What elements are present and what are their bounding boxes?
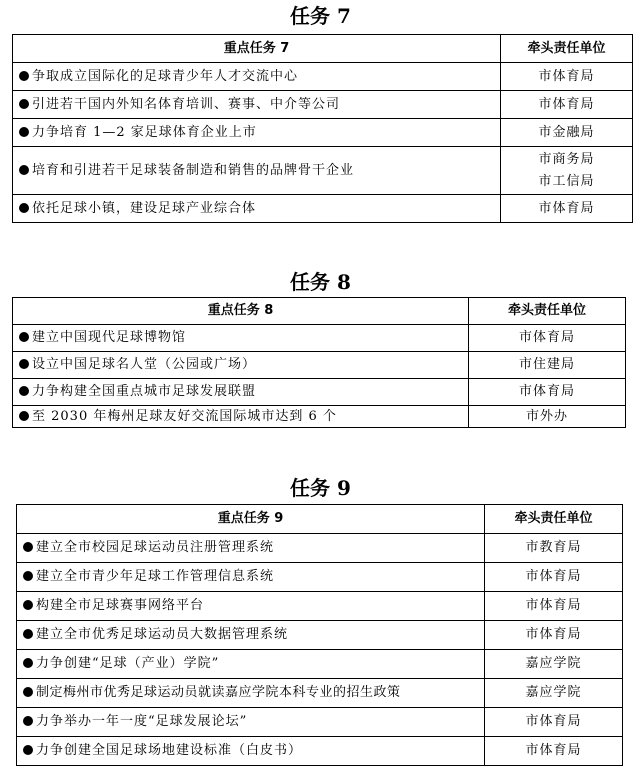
header-task: 重点任务 7 <box>13 35 501 63</box>
bullet-icon <box>23 687 33 697</box>
task-text: 建立全市青少年足球工作管理信息系统 <box>36 569 275 584</box>
bullet-icon <box>23 571 33 581</box>
task-cell <box>13 195 501 223</box>
task-text: 力争培育 1—2 家足球体育企业上市 <box>32 124 257 140</box>
task-cell <box>17 737 485 766</box>
task9-table <box>16 504 623 766</box>
unit-cell <box>485 708 623 737</box>
task-text: 培育和引进若干足球装备制造和销售的品牌骨干企业 <box>32 162 355 178</box>
bullet-icon <box>19 71 29 81</box>
task-cell <box>17 563 485 592</box>
unit-cell <box>469 379 626 406</box>
table-row <box>13 91 633 119</box>
bullet-icon <box>19 99 29 109</box>
header-unit: 牵头责任单位 <box>469 298 626 325</box>
task-text: 力争创建“足球（产业）学院” <box>36 656 220 671</box>
task8-table <box>12 297 626 428</box>
bullet-icon <box>19 359 29 369</box>
bullet-icon <box>23 716 33 726</box>
unit-text: 市工信局 <box>538 173 595 189</box>
section-title-task7: 任务 7 <box>290 4 351 28</box>
bullet-icon <box>19 411 29 421</box>
unit-cell <box>469 325 626 352</box>
task-cell <box>13 91 501 119</box>
task-cell <box>17 621 485 650</box>
bullet-icon <box>23 745 33 755</box>
bullet-icon <box>19 386 29 396</box>
section-title-task9: 任务 9 <box>290 476 351 500</box>
task-cell <box>13 63 501 91</box>
task-cell <box>17 592 485 621</box>
task-text: 建立全市校园足球运动员注册管理系统 <box>36 540 275 555</box>
task-text: 建立中国现代足球博物馆 <box>32 330 187 345</box>
unit-text: 市体育局 <box>525 569 582 584</box>
task-text: 制定梅州市优秀足球运动员就读嘉应学院本科专业的招生政策 <box>36 685 401 700</box>
task-cell <box>13 406 469 428</box>
task-text: 引进若干国内外知名体育培训、赛事、中介等公司 <box>32 96 341 112</box>
bullet-icon <box>23 600 33 610</box>
unit-cell <box>485 737 623 766</box>
unit-cell <box>485 592 623 621</box>
task-text: 力争构建全国重点城市足球发展联盟 <box>32 384 257 399</box>
unit-cell <box>469 406 626 428</box>
table-row <box>17 621 623 650</box>
task-cell <box>17 534 485 563</box>
unit-text: 市体育局 <box>538 96 595 112</box>
header-task: 重点任务 8 <box>13 298 469 325</box>
header-unit: 牵头责任单位 <box>501 35 633 63</box>
task-cell <box>17 650 485 679</box>
table-row <box>17 534 623 563</box>
unit-text: 市体育局 <box>538 68 595 84</box>
task7-table <box>12 34 633 223</box>
task-cell <box>13 119 501 147</box>
unit-cell <box>501 63 633 91</box>
unit-cell <box>485 679 623 708</box>
unit-text: 市体育局 <box>538 200 595 216</box>
unit-text: 市体育局 <box>525 743 582 758</box>
bullet-icon <box>19 165 29 175</box>
unit-text: 嘉应学院 <box>525 685 582 700</box>
table-row <box>17 592 623 621</box>
table-row <box>17 679 623 708</box>
table-row <box>17 650 623 679</box>
table-row <box>13 406 626 428</box>
bullet-icon <box>23 542 33 552</box>
task-text: 建立全市优秀足球运动员大数据管理系统 <box>36 627 289 642</box>
task-text: 力争举办一年一度“足球发展论坛” <box>36 714 248 729</box>
task-text: 设立中国足球名人堂（公园或广场） <box>32 357 257 372</box>
task-text: 争取成立国际化的足球青少年人才交流中心 <box>32 68 299 84</box>
table-row <box>13 352 626 379</box>
unit-cell <box>501 147 633 195</box>
table-row <box>13 379 626 406</box>
header-task: 重点任务 9 <box>17 505 485 534</box>
task-cell <box>13 325 469 352</box>
unit-text: 嘉应学院 <box>525 656 582 671</box>
unit-cell <box>501 195 633 223</box>
table-row <box>13 63 633 91</box>
bullet-icon <box>23 658 33 668</box>
unit-cell <box>501 119 633 147</box>
task-text: 至 2030 年梅州足球友好交流国际城市达到 6 个 <box>32 408 337 424</box>
unit-text: 市外办 <box>525 408 568 424</box>
bullet-icon <box>19 332 29 342</box>
table-row <box>13 147 633 195</box>
header-unit: 牵头责任单位 <box>485 505 623 534</box>
unit-cell <box>485 534 623 563</box>
task-cell <box>17 679 485 708</box>
task-text: 构建全市足球赛事网络平台 <box>36 598 205 613</box>
table-row <box>13 119 633 147</box>
table-row <box>17 563 623 592</box>
unit-cell <box>485 650 623 679</box>
unit-text: 市体育局 <box>525 598 582 613</box>
unit-cell <box>485 563 623 592</box>
unit-text: 市体育局 <box>518 384 575 399</box>
unit-text: 市体育局 <box>525 627 582 642</box>
table-row <box>13 325 626 352</box>
table-row <box>17 708 623 737</box>
unit-cell <box>485 621 623 650</box>
unit-text: 市体育局 <box>518 330 575 345</box>
unit-text: 市体育局 <box>525 714 582 729</box>
unit-text: 市教育局 <box>525 540 582 555</box>
unit-text: 市金融局 <box>538 124 595 140</box>
task-text: 依托足球小镇，建设足球产业综合体 <box>32 200 257 216</box>
table-header-row <box>13 298 626 325</box>
section-title-task8: 任务 8 <box>290 270 351 294</box>
unit-cell <box>501 91 633 119</box>
bullet-icon <box>19 203 29 213</box>
task-text: 力争创建全国足球场地建设标准（白皮书） <box>36 743 303 758</box>
task-cell <box>13 352 469 379</box>
task-cell <box>17 708 485 737</box>
table-row <box>17 737 623 766</box>
unit-text: 市住建局 <box>518 357 575 372</box>
unit-text: 市商务局 <box>538 151 595 167</box>
bullet-icon <box>23 629 33 639</box>
table-header-row <box>13 35 633 63</box>
task-cell <box>13 379 469 406</box>
table-header-row <box>17 505 623 534</box>
unit-cell <box>469 352 626 379</box>
table-row <box>13 195 633 223</box>
task-cell <box>13 147 501 195</box>
bullet-icon <box>19 127 29 137</box>
